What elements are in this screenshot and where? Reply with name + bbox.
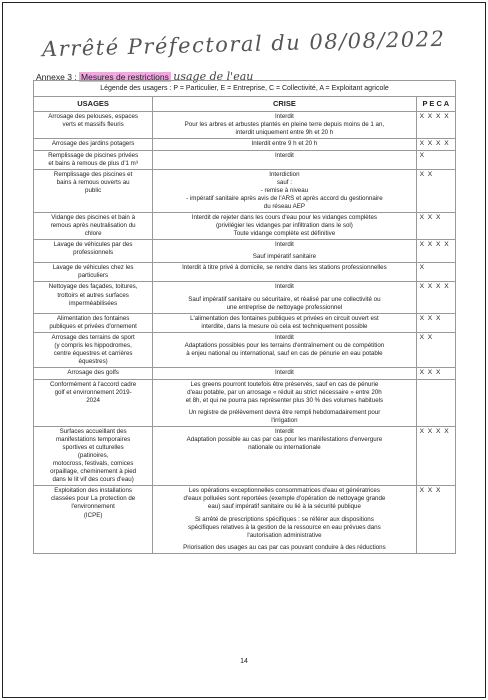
usage-cell [34, 379, 153, 426]
table-row [34, 379, 456, 426]
crise-cell-line: Toute vidange complète est définitive [233, 230, 336, 238]
header-peca: P E C A [416, 97, 455, 112]
peca-cell: X X X X [416, 426, 455, 485]
crise-cell [153, 313, 416, 332]
usage-cell-line: Exploitation des installations [54, 487, 132, 495]
usage-cell [34, 368, 153, 380]
crise-cell [153, 263, 416, 282]
usage-cell-line: motocross, festivals, comices [52, 460, 134, 468]
crise-cell-line: Interdit [274, 369, 294, 377]
usage-cell [34, 313, 153, 332]
usage-cell-line: (y compris les hippodromes, [54, 341, 132, 349]
peca-cell: X X X [416, 313, 455, 332]
header-row [34, 97, 456, 112]
table-row [34, 332, 456, 367]
crise-cell-line: - remise à niveau [260, 186, 309, 194]
usage-cell [34, 150, 153, 169]
crise-cell-line: Un registre de prélèvement devra être rempli hebdomadairement pour [188, 408, 381, 416]
peca-cell: X X [416, 169, 455, 212]
usage-cell-line: équestres) [78, 357, 108, 365]
crise-cell-line: Interdit [274, 241, 294, 249]
usage-cell-line: l'environnement [71, 503, 115, 511]
table-row [34, 240, 456, 263]
crise-cell-line: d'eaux polluées sont reportées (exemple d'opération de nettoyage grande [183, 495, 386, 503]
peca-cell: X [416, 263, 455, 282]
handwritten-title: Arrêté Préfectoral du 08/08/2022 [41, 26, 446, 62]
crise-cell [153, 282, 416, 313]
usage-cell-line: golf et environnement 2019- [54, 388, 132, 396]
annex-handwritten-note: usage de l'eau [173, 70, 254, 83]
table-row [34, 111, 456, 138]
crise-cell-line: du réseau AEP [263, 202, 306, 210]
crise-cell-line: et 8h, et qui ne pourra pas représenter plus 30 % des volumes habituels [185, 396, 384, 404]
crise-cell [153, 213, 416, 240]
usage-cell-line: verts et massifs fleuris [62, 120, 124, 128]
peca-cell: X X X X [416, 111, 455, 138]
header-crise: CRISE [153, 97, 416, 112]
header-usages: USAGES [34, 97, 153, 112]
table-row [34, 426, 456, 485]
usage-cell-line: Arrosage des jardins potagers [51, 140, 135, 148]
crise-cell-line: Les opérations exceptionnelles consommatrices d'eau et génératrices [188, 487, 380, 495]
usage-cell-line: classées pour La protection de [50, 495, 136, 503]
annex-highlight: Mesures de restrictions [81, 72, 169, 82]
usage-cell-line: dans le lit vif des cours d'eau) [52, 476, 134, 484]
usage-cell [34, 426, 153, 485]
crise-cell [153, 150, 416, 169]
crise-cell-line: Interdiction [269, 170, 300, 178]
crise-cell-line: L'alimentation des fontaines publiques et privées en circuit ouvert est [190, 314, 379, 322]
crise-cell-line: Les greens pourront toutefois être préservés, sauf en cas de pénurie [190, 380, 379, 388]
usage-cell-line: Surfaces accueillant des [59, 427, 127, 435]
crise-cell-line: Interdit [274, 112, 294, 120]
peca-cell: X X X X [416, 282, 455, 313]
crise-cell [153, 368, 416, 380]
crise-cell-line: interdite, dans la mesure où cela est techniquement possible [201, 322, 368, 330]
crise-cell-line: - impératif sanitaire après avis de l'ARS et après accord du gestionnaire [186, 194, 383, 202]
usage-cell-line: Arrosage des pelouses, espaces [48, 112, 138, 120]
usage-cell-line: orpaillage, cheminement à pied [50, 468, 137, 476]
usage-cell-line: Remplissage des piscines et [53, 170, 133, 178]
crise-cell [153, 332, 416, 367]
usage-cell-line: 2024 [86, 396, 100, 404]
usage-cell-line: manifestations temporaires [55, 435, 131, 443]
table-row [34, 313, 456, 332]
crise-cell-line: eau) sauf impératif sanitaire ou lié à la sécurité publique [207, 503, 361, 511]
usage-cell [34, 282, 153, 313]
usage-cell-line: Arrosage des golfs [67, 369, 119, 377]
usage-cell-line: (patinoires, [77, 452, 109, 460]
crise-cell-line: Sauf impératif sanitaire [252, 253, 317, 261]
crise-cell-line: spécifiques relatives à la gestion de la ressource en eau prévues dans [188, 523, 381, 531]
peca-cell: X X X [416, 368, 455, 380]
usage-cell-line: Alimentation des fontaines [56, 314, 130, 322]
table-row [34, 368, 456, 380]
usage-cell-line: Arrosage des terrains de sport [51, 333, 135, 341]
crise-cell-line: une entreprise de nettoyage professionnel [226, 303, 343, 311]
usage-cell-line: (ICPE) [83, 511, 103, 519]
usage-cell-line: chlore [84, 230, 102, 238]
usage-cell [34, 263, 153, 282]
page-number: 14 [240, 658, 248, 665]
usage-cell [34, 240, 153, 263]
usage-cell-line: bains à remous ouverts au [56, 178, 130, 186]
usage-cell-line: Nettoyage des façades, toitures, [48, 283, 138, 291]
usage-cell [34, 139, 153, 151]
crise-cell-line: (privilégier les vidanges par infiltration dans le sol) [215, 222, 353, 230]
table-row [34, 139, 456, 151]
crise-cell-line: Adaptation possible au cas par cas pour les manifestations d'envergure [186, 435, 383, 443]
crise-cell-line: l'irrigation [271, 416, 298, 424]
crise-cell-line: Adaptations possibles pour les terrains d'entraînement ou de compétition [184, 341, 385, 349]
usage-cell [34, 332, 153, 367]
crise-cell [153, 139, 416, 151]
crise-cell-line: Interdit [274, 283, 294, 291]
usage-cell [34, 111, 153, 138]
usage-cell [34, 486, 153, 553]
peca-cell: X X X [416, 213, 455, 240]
peca-cell: X [416, 150, 455, 169]
crise-cell-line: Interdit de rejeter dans les cours d'eau pour les vidanges complètes [191, 214, 377, 222]
crise-cell-line: nationale ou internationale [248, 444, 321, 452]
table-row [34, 150, 456, 169]
usage-cell-line: Lavage de véhicules par des [53, 241, 133, 249]
usage-cell [34, 213, 153, 240]
usage-cell [34, 169, 153, 212]
crise-cell-line: Interdit à titre privé à domicile, se rendre dans les stations professionnelles [182, 264, 387, 272]
crise-cell [153, 169, 416, 212]
peca-cell [416, 379, 455, 426]
usage-cell-line: Remplissage de piscines privées [48, 151, 139, 159]
crise-cell [153, 426, 416, 485]
crise-cell-line: Interdit [274, 427, 294, 435]
crise-cell [153, 486, 416, 553]
crise-cell-line: l'autorisation administrative [247, 531, 322, 539]
crise-cell-line: Si arrêté de prescriptions spécifiques : se référer aux dispositions [194, 515, 374, 523]
crise-cell-line: Pour les arbres et arbustes plantés en pleine terre depuis moins de 1 an, [184, 120, 385, 128]
table-row [34, 486, 456, 553]
crise-cell-line: interdit uniquement entre 9h et 20 h [235, 128, 334, 136]
table-row [34, 282, 456, 313]
table-row [34, 169, 456, 212]
crise-cell [153, 240, 416, 263]
usage-cell-line: particuliers [78, 272, 109, 280]
usage-cell-line: Conformément à l'accord cadre [50, 380, 137, 388]
annex-prefix: Annexe 3 : [36, 72, 80, 82]
peca-cell: X X X X [416, 139, 455, 151]
crise-cell [153, 111, 416, 138]
usage-cell-line: trottoirs et autres surfaces [57, 291, 129, 299]
peca-cell: X X X [416, 486, 455, 553]
crise-cell-line: Sauf impératif sanitaire ou sécuritaire, et réalisé par une collectivité ou [188, 295, 381, 303]
usage-cell-line: et bains à remous de plus d'1 m³ [48, 159, 138, 167]
peca-cell: X X [416, 332, 455, 367]
usage-cell-line: publiques et privées d'ornement [49, 322, 137, 330]
crise-cell-line: d'eau potable, par un arrosage « réduit au strict nécessaire » entre 20h [187, 388, 382, 396]
usage-cell-line: imperméabilisées [69, 299, 118, 307]
crise-cell-line: Interdit [274, 151, 294, 159]
usage-cell-line: remous après neutralisation du [50, 222, 136, 230]
crise-cell-line: Priorisation des usages au cas par cas pouvant conduire à des réductions [183, 543, 386, 551]
crise-cell-line: Interdit entre 9 h et 20 h [251, 140, 318, 148]
restrictions-table [33, 80, 456, 554]
crise-cell [153, 379, 416, 426]
crise-cell-line: à enjeu national ou international, sauf en cas de pénurie en eau potable [186, 349, 383, 357]
table-row [34, 213, 456, 240]
crise-cell-line: Interdit [274, 333, 294, 341]
table-row [34, 263, 456, 282]
usage-cell-line: centre équestres et carrières [53, 349, 133, 357]
usage-cell-line: professionnels [73, 249, 114, 257]
usage-cell-line: sportives et culturelles [62, 444, 124, 452]
peca-cell: X X X X [416, 240, 455, 263]
usage-cell-line: public [85, 186, 102, 194]
usage-cell-line: Vidange des piscines et bain à [51, 214, 136, 222]
legend-text: Légende des usagers : P = Particulier, E = Entreprise, C = Collectivité, A = Exploitant agricole [34, 81, 456, 97]
legend-row [34, 81, 456, 97]
crise-cell-line: sauf : [276, 178, 292, 186]
usage-cell-line: Lavage de véhicules chez les [52, 264, 134, 272]
